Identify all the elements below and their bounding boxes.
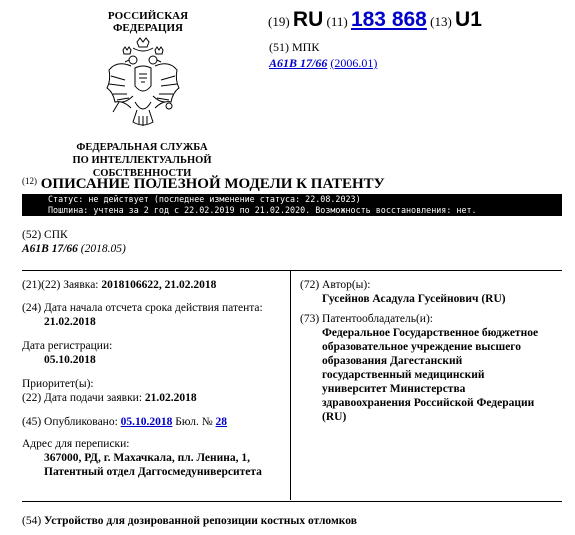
filing-label: (22) Дата подачи заявки: [22, 392, 143, 404]
title-code: (12) [22, 176, 37, 186]
bulletin-number-link[interactable]: 28 [215, 416, 228, 428]
start-date-value: 21.02.2018 [44, 316, 96, 328]
address-line2: Патентный отдел Даггосмедуниверситета [44, 466, 262, 478]
title-text: ОПИСАНИЕ ПОЛЕЗНОЙ МОДЕЛИ К ПАТЕНТУ [40, 176, 385, 192]
patent-number-block [268, 8, 482, 32]
ipc-link[interactable]: A61B 17/66 [269, 56, 328, 70]
owner-line: образования Дагестанский [322, 355, 463, 367]
filing-row [22, 391, 290, 405]
owner-line: (RU) [322, 411, 347, 423]
coat-of-arms-emblem [103, 36, 183, 136]
agency-name [22, 141, 262, 180]
invention-title-row [22, 514, 357, 528]
fee-line: Пошлина: учтена за 2 год с 22.02.2019 по 21.02.2020. Возможность восстановления: нет. [48, 205, 477, 215]
owner-line: университет Министерства [322, 383, 466, 395]
address-line1: 367000, РД, г. Махачкала, пл. Ленина, 1, [44, 452, 251, 464]
cpc-section [22, 228, 126, 256]
invention-title: Устройство для дозированной репозиции костных отломков [44, 515, 357, 527]
agency-line1: ФЕДЕРАЛЬНАЯ СЛУЖБА [76, 142, 208, 153]
start-date-label: (24) Дата начала отсчета срока действия патента: [22, 302, 263, 314]
author-label: (72) Автор(ы): [300, 279, 371, 291]
agency-line2: ПО ИНТЕЛЛЕКТУАЛЬНОЙ СОБСТВЕННОСТИ [72, 155, 212, 179]
owner-label: (73) Патентообладатель(и): [300, 313, 433, 325]
code-13: (13) [430, 14, 452, 29]
publication-date-link[interactable]: 05.10.2018 [120, 416, 173, 428]
column-divider [290, 270, 291, 500]
application-label: (21)(22) Заявка: [22, 279, 99, 291]
right-column [300, 278, 562, 424]
bulletin-label: Бюл. № [175, 416, 213, 428]
application-row [22, 278, 290, 292]
publication-row [22, 415, 290, 429]
owner-line: здравоохранения Российской Федерации [322, 397, 535, 409]
owner-line: образовательное учреждение высшего [322, 341, 521, 353]
cpc-value: A61B 17/66 [22, 243, 78, 255]
code-19: (19) [268, 14, 290, 29]
cpc-label: (52) СПК [22, 229, 68, 241]
ipc-label: (51) МПК [269, 40, 320, 54]
status-line: Статус: не действует (последнее изменение статуса: 22.08.2023) [48, 194, 361, 204]
kind-code: U1 [455, 8, 482, 31]
registration-label: Дата регистрации: [22, 340, 113, 352]
document-title [22, 176, 385, 193]
left-column [22, 278, 290, 479]
publication-label: (45) Опубликовано: [22, 416, 118, 428]
cpc-version: (2018.05) [80, 243, 126, 255]
registration-value: 05.10.2018 [44, 354, 96, 366]
filing-value: 21.02.2018 [144, 392, 197, 404]
priority-label: Приоритет(ы): [22, 378, 94, 390]
owner-value [300, 326, 562, 424]
country-code: RU [292, 8, 324, 31]
patent-number-link[interactable]: 183 868 [350, 8, 427, 31]
owner-line: Федеральное Государственное бюджетное [322, 327, 539, 339]
application-value: 2018106622, 21.02.2018 [101, 279, 217, 291]
country-name: РОССИЙСКАЯ ФЕДЕРАЦИЯ [107, 10, 189, 34]
code-11: (11) [326, 14, 348, 29]
invention-code: (54) [22, 515, 42, 527]
owner-line: государственный медицинский [322, 369, 485, 381]
ipc-classification [269, 56, 377, 71]
ipc-version-link[interactable]: (2006.01) [330, 56, 378, 70]
address-label: Адрес для переписки: [22, 438, 130, 450]
author-value: Гусейнов Асадула Гусейнович (RU) [322, 293, 506, 305]
status-bar [22, 194, 562, 216]
